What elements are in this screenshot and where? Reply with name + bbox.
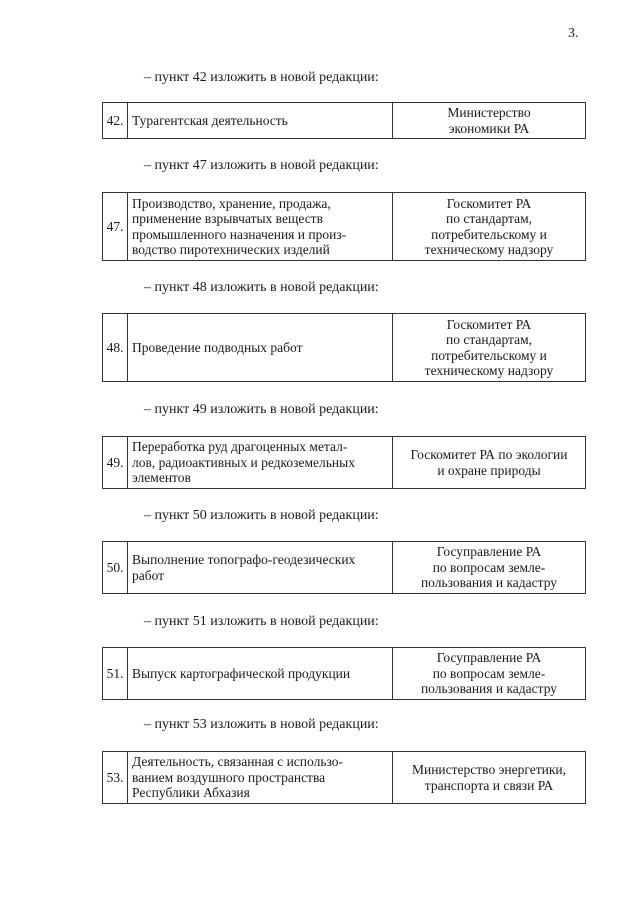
authority-line: экономики РА xyxy=(448,120,530,136)
table-row xyxy=(103,103,586,139)
amendment-table xyxy=(102,313,586,382)
activity-line: промышленного назначения и произ- xyxy=(132,226,347,242)
authority-line: Министерство xyxy=(447,105,531,120)
authority-line: Госкомитет РА xyxy=(446,195,532,211)
authority-line: техническому надзору xyxy=(424,363,554,378)
activity-line: применение взрывчатых веществ xyxy=(132,211,323,226)
table-row xyxy=(103,193,586,261)
authority-line: Госуправление РА xyxy=(436,544,542,560)
amendment-table xyxy=(102,436,586,489)
activity-line: работ xyxy=(132,567,165,583)
authority-cell xyxy=(393,314,586,382)
authority-line: по стандартам, xyxy=(445,332,533,347)
authority-line: техническому надзору xyxy=(424,242,554,257)
activity-line: лов, радиоактивных и редкоземельных xyxy=(132,454,355,470)
activity-cell xyxy=(128,542,393,594)
item-number: 50. xyxy=(103,542,128,594)
authority-line: и охране природы xyxy=(437,462,541,478)
amendment-intro: – пункт 47 изложить в новой редакции: xyxy=(144,158,379,173)
table-row xyxy=(103,437,586,489)
activity-line: ванием воздушного пространства xyxy=(132,769,326,785)
activity-line: Деятельность, связанная с использо- xyxy=(132,754,343,770)
activity-cell xyxy=(128,193,393,261)
activity-line: Республики Абхазия xyxy=(132,785,250,801)
activity-line: Производство, хранение, продажа, xyxy=(132,195,331,211)
item-number: 48. xyxy=(103,314,128,382)
activity-line: элементов xyxy=(132,470,191,486)
activity-line: Турагентская деятельность xyxy=(132,112,288,128)
table-row xyxy=(103,314,586,382)
authority-line: по вопросам земле- xyxy=(432,559,546,575)
activity-line: Проведение подводных работ xyxy=(132,339,303,355)
authority-line: потребительскому и xyxy=(431,226,547,242)
table-row xyxy=(103,648,586,700)
authority-line: по вопросам земле- xyxy=(432,665,546,681)
activity-cell xyxy=(128,752,393,804)
page-number: 3. xyxy=(568,26,579,41)
activity-line: Выполнение топографо-геодезических xyxy=(132,552,356,567)
amendment-intro: – пункт 49 изложить в новой редакции: xyxy=(144,402,379,417)
table-row xyxy=(103,752,586,804)
amendment-table xyxy=(102,541,586,594)
authority-cell xyxy=(393,193,586,261)
table-row xyxy=(103,542,586,594)
authority-line: по стандартам, xyxy=(445,211,533,226)
activity-line: Выпуск картографической продукции xyxy=(132,665,351,681)
item-number: 53. xyxy=(103,752,128,804)
amendment-intro: – пункт 53 изложить в новой редакции: xyxy=(144,717,379,732)
authority-line: Госкомитет РА xyxy=(446,316,532,332)
authority-line: Госуправление РА xyxy=(436,650,542,666)
activity-cell xyxy=(128,648,393,700)
authority-line: пользования и кадастру xyxy=(420,681,558,697)
authority-cell xyxy=(393,752,586,804)
authority-line: пользования и кадастру xyxy=(420,575,558,591)
authority-line: Министерство энергетики, xyxy=(411,762,566,777)
activity-cell xyxy=(128,314,393,382)
item-number: 42. xyxy=(103,103,128,139)
amendment-table xyxy=(102,102,586,139)
authority-line: транспорта и связи РА xyxy=(424,777,554,793)
item-number: 49. xyxy=(103,437,128,489)
amendment-intro: – пункт 48 изложить в новой редакции: xyxy=(144,280,379,295)
amendment-intro: – пункт 50 изложить в новой редакции: xyxy=(144,508,379,523)
item-number: 47. xyxy=(103,193,128,261)
authority-cell xyxy=(393,542,586,594)
activity-line: Переработка руд драгоценных метал- xyxy=(132,439,348,455)
activity-line: водство пиротехнических изделий xyxy=(132,242,330,257)
authority-line: потребительскому и xyxy=(431,347,547,363)
activity-cell xyxy=(128,103,393,139)
authority-line: Госкомитет РА по экологии xyxy=(410,447,568,462)
amendment-intro: – пункт 51 изложить в новой редакции: xyxy=(144,614,379,629)
amendment-table xyxy=(102,192,586,261)
amendment-intro: – пункт 42 изложить в новой редакции: xyxy=(144,70,379,85)
amendment-table xyxy=(102,647,586,700)
activity-cell xyxy=(128,437,393,489)
item-number: 51. xyxy=(103,648,128,700)
authority-cell xyxy=(393,648,586,700)
authority-cell xyxy=(393,437,586,489)
amendment-table xyxy=(102,751,586,804)
authority-cell xyxy=(393,103,586,139)
